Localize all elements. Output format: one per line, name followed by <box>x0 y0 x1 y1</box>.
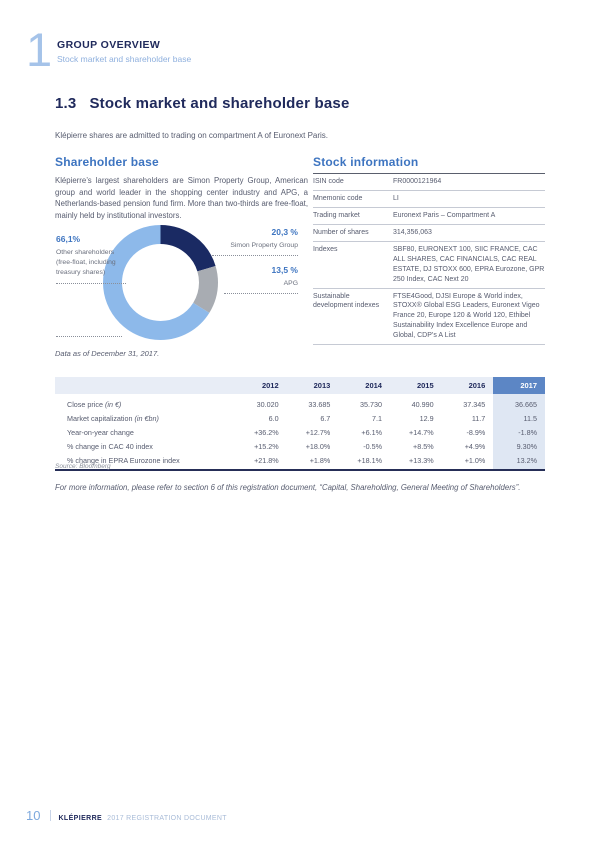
stock-row-value: 314,356,063 <box>393 224 545 241</box>
history-cell: -8.9% <box>466 428 486 437</box>
chapter-header <box>57 39 191 64</box>
history-row-label: % change in CAC 40 index <box>67 442 153 451</box>
donut-label-text-simon: Simon Property Group <box>230 241 298 249</box>
table-source: Source: Bloomberg <box>55 463 111 470</box>
table-row <box>313 241 545 288</box>
history-cell: +6.1% <box>361 428 382 437</box>
data-as-of-note: Data as of December 31, 2017. <box>55 349 160 358</box>
history-cell: +1.0% <box>442 454 494 471</box>
donut-value-apg: 13,5 % <box>271 265 298 275</box>
stock-row-label: Number of shares <box>313 224 393 241</box>
shareholder-base-heading: Shareholder base <box>55 155 159 169</box>
donut-label-other-shareholders <box>56 233 126 284</box>
stock-row-value: LI <box>393 190 545 207</box>
chapter-number: 1 <box>26 23 53 76</box>
table-row <box>55 426 545 440</box>
history-cell: -0.5% <box>363 442 382 451</box>
reference-note: For more information, please refer to section 6 of this registration document, “Capital, Shareholding, General Meeting of Shareholders”. <box>55 483 521 492</box>
history-header-empty <box>55 377 235 394</box>
history-header-year-highlight: 2017 <box>493 377 545 394</box>
footer-document-title: 2017 REGISTRATION DOCUMENT <box>107 815 227 822</box>
donut-label-text-apg: APG <box>283 279 298 287</box>
stock-information-heading: Stock information <box>313 155 419 169</box>
page-footer <box>26 808 227 823</box>
share-history-table <box>55 377 545 471</box>
table-row <box>55 454 545 471</box>
history-cell: 12.9 <box>419 414 434 423</box>
history-cell: 7.1 <box>371 414 382 423</box>
history-cell: +21.8% <box>235 454 287 471</box>
history-cell: +8.5% <box>413 442 434 451</box>
history-cell: 11.7 <box>471 414 486 423</box>
footer-divider <box>50 810 51 821</box>
history-header-year: 2016 <box>442 377 494 394</box>
table-row <box>313 207 545 224</box>
history-cell: +13.3% <box>390 454 442 471</box>
history-cell: 37.345 <box>463 400 486 409</box>
stock-row-label: ISIN code <box>313 174 393 191</box>
section-title-text: Stock market and shareholder base <box>89 95 350 112</box>
history-row-label: Year-on-year change <box>67 428 134 437</box>
history-cell: +15.2% <box>254 442 279 451</box>
page-number: 10 <box>26 808 41 823</box>
table-row <box>313 288 545 345</box>
history-cell: 40.990 <box>411 400 434 409</box>
history-cell-highlight: -1.8% <box>493 426 545 440</box>
history-cell-highlight: 13.2% <box>493 454 545 471</box>
history-cell-highlight: 11.5 <box>493 412 545 426</box>
stock-row-label: Mnemonic code <box>313 190 393 207</box>
table-row <box>313 190 545 207</box>
history-header-year: 2015 <box>390 377 442 394</box>
table-row <box>313 224 545 241</box>
table-row <box>55 440 545 454</box>
history-row-label: Close price (in €) <box>67 400 122 409</box>
chapter-title: GROUP OVERVIEW <box>57 39 161 51</box>
stock-row-value: SBF80, EURONEXT 100, SIIC FRANCE, CAC ALL SHARES, CAC FINANCIALS, CAC REAL ESTATE, DJ STOXX 600, EPRA Eurozone, GPR 250 Index, CAC Next 20 <box>393 241 545 288</box>
donut-label-text-other: Other shareholders (free-float, including treasury shares) <box>56 248 116 277</box>
stock-row-value: Euronext Paris – Compartment A <box>393 207 545 224</box>
intro-paragraph: Klépierre shares are admitted to trading on compartment A of Euronext Paris. <box>55 131 329 140</box>
stock-row-value: FR0000121964 <box>393 174 545 191</box>
history-header-year: 2012 <box>235 377 287 394</box>
donut-value-other: 66,1% <box>56 234 81 244</box>
history-row-label: Market capitalization (in €bn) <box>67 414 159 423</box>
donut-leader-line <box>56 336 122 337</box>
history-cell: +14.7% <box>409 428 434 437</box>
stock-information-table <box>313 173 545 345</box>
history-cell: 33.685 <box>308 400 331 409</box>
history-cell-highlight: 9.30% <box>493 440 545 454</box>
chapter-subtitle: Stock market and shareholder base <box>57 54 192 64</box>
history-cell: +12.7% <box>305 428 331 437</box>
history-row-label: % change in EPRA Eurozone index <box>55 454 235 471</box>
table-row <box>55 394 545 412</box>
history-cell-highlight: 36.665 <box>493 394 545 412</box>
history-cell: +4.9% <box>464 442 486 451</box>
history-cell: +36.2% <box>254 428 279 437</box>
stock-row-label: Sustainable development indexes <box>313 288 393 345</box>
shareholder-base-paragraph: Klépierre’s largest shareholders are Simon Property Group, American group and world leader in the shopping center industry and APG, a Netherlands-based pension fund firm. More than two-thirds are free-float, mainly held by institutional investors. <box>55 176 308 221</box>
section-number: 1.3 <box>55 95 77 112</box>
stock-row-value: FTSE4Good, DJSI Europe & World index, STOXX® Global ESG Leaders, Euronext Vigeo France 20, Europe 120 & World 120, Ethibel Sustainability Index Excellence Europe and Global, CDP’s A List <box>393 288 545 345</box>
history-cell: 35.730 <box>359 400 382 409</box>
footer-brand: KLÉPIERRE <box>58 815 103 822</box>
donut-value-simon: 20,3 % <box>271 227 298 237</box>
history-header-year: 2013 <box>287 377 339 394</box>
section-title <box>55 95 350 112</box>
table-row <box>313 174 545 191</box>
table-header-row <box>55 377 545 394</box>
history-cell: +1.8% <box>287 454 339 471</box>
stock-row-label: Indexes <box>313 241 393 288</box>
history-cell: +18.1% <box>338 454 390 471</box>
history-cell: +18.0% <box>305 442 331 451</box>
history-cell: 6.0 <box>268 414 279 423</box>
donut-label-apg <box>224 264 298 294</box>
history-cell: 6.7 <box>320 414 331 423</box>
history-cell: 30.020 <box>256 400 279 409</box>
stock-row-label: Trading market <box>313 207 393 224</box>
donut-label-simon-property-group <box>212 226 298 256</box>
table-row <box>55 412 545 426</box>
history-header-year: 2014 <box>338 377 390 394</box>
